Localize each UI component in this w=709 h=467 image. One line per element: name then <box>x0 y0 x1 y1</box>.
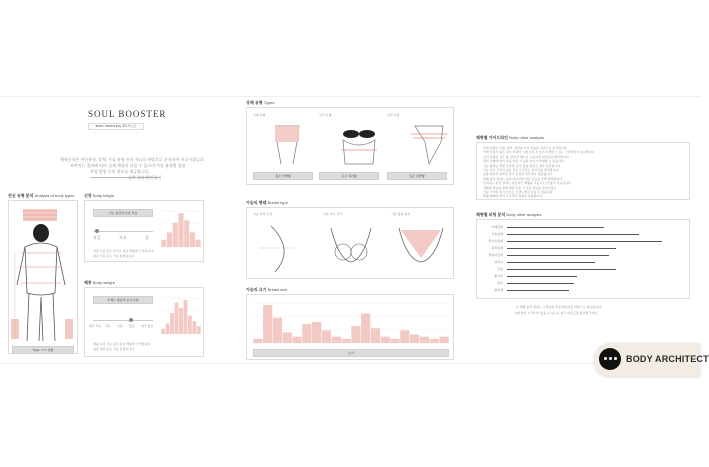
shoulder-panel <box>246 107 454 185</box>
breast-size-panel <box>246 294 454 360</box>
fitting-row-label: 엉덩이둘레 <box>488 253 503 257</box>
weight-result-pill: 무게는 평균치 보다 보통 <box>93 296 153 304</box>
guideline-line: 골반 유형에 따라 하의 착용 시 핏의 차이가 발생할 수 있습니다. <box>483 159 565 164</box>
size-chart-bar <box>312 322 321 343</box>
height-note-1: 실측 기준 값은 한국인 평균 체형에 근거합니다. <box>93 249 154 253</box>
height-chart-bar <box>161 240 166 247</box>
height-result-pill: 키는 평균치 보다 작음 <box>93 209 153 217</box>
height-distribution-chart <box>161 209 201 249</box>
weight-chart-bar <box>188 316 192 334</box>
breast-card-label-1: 가슴 측면 모양 <box>253 212 273 216</box>
badge-label: BODY ARCHITECT <box>626 354 709 364</box>
weight-scale-4: 많음 <box>129 324 135 328</box>
height-chart-bar <box>196 240 201 247</box>
left-column <box>0 97 215 365</box>
weight-scale-5: 매우 많음 <box>141 324 154 328</box>
shoulder-card-label-3: 골반 유형 <box>387 113 400 117</box>
profiling-sheet <box>0 96 700 364</box>
section-shoulder-title: 상체 유형 Types <box>246 100 275 105</box>
fitting-row-bar <box>507 290 569 291</box>
size-chart-bar <box>253 339 262 343</box>
section-breast-shape-title: 가슴의 형태 Breast type <box>246 200 288 205</box>
hip-result-button[interactable]: 넓은 골반형 <box>387 172 447 180</box>
weight-chart-bar <box>179 308 183 334</box>
weight-scale-line <box>93 320 153 321</box>
height-scale-low: 작음 <box>93 235 101 240</box>
body-figure-illustration <box>9 201 77 353</box>
guideline-line: 상체 유형은 어깨, 허리, 골반의 너비 비율을 기준으로 분석합니다. <box>483 146 568 150</box>
guideline-line: 볼륨 위치가 위쪽인 경우 풍성한 실루엣이 연출됩니다. <box>483 172 553 177</box>
size-chart-bar <box>410 335 419 343</box>
intro-line-3: 보정 방법 등의 정보를 제공합니다. <box>90 169 150 174</box>
fitting-row-label: 팔둘레 <box>494 288 503 292</box>
guideline-line: 체형 분석 결과는 실측 데이터와 설문 응답을 함께 반영합니다. <box>483 176 563 181</box>
height-chart-bar <box>190 232 195 247</box>
weight-note-2: 평균 체중 분포 기준 통계입니다. <box>93 347 135 351</box>
size-chart-bar <box>283 332 292 343</box>
weight-scale-2: 적음 <box>105 324 111 328</box>
size-chart-bar <box>293 337 302 343</box>
breast-card-label-2: 가슴 사이 간격 <box>323 212 343 216</box>
fitting-footer-1: 본 체형 분석 결과는 고객님의 측정 데이터를 바탕으로 제공됩니다. <box>516 305 602 309</box>
guideline-line: 허리 유형은 곧은 형, 잘록한 형으로 구분하여 피팅감을 확인합니다. <box>483 154 570 159</box>
size-chart-bar <box>371 328 380 343</box>
height-panel <box>84 200 204 262</box>
fitting-row-bar <box>507 255 609 256</box>
result-link[interactable]: 실측 결과 확인하기 <box>128 175 162 180</box>
weight-chart-bar <box>184 300 188 334</box>
guideline-line: 정확한 피팅을 위해 매장 방문 시 전문 상담을 받아보세요. <box>483 185 558 190</box>
size-chart-bar <box>430 339 439 343</box>
fitting-row-bar <box>507 234 639 235</box>
weight-chart-bar <box>197 326 201 334</box>
weight-panel <box>84 287 204 357</box>
right-column <box>470 97 700 365</box>
chat-bubble-icon <box>599 348 621 370</box>
weight-chart-bar <box>166 324 170 334</box>
height-chart-bar <box>173 223 178 247</box>
fitting-row-bar <box>507 227 604 228</box>
size-chart-bar <box>273 318 282 343</box>
size-chart-bar <box>420 337 429 343</box>
body-architect-badge[interactable] <box>594 343 709 376</box>
fitting-row-label: 어깨둘레 <box>491 225 503 229</box>
size-chart-bar <box>322 330 331 343</box>
fitting-row-label: 허벅지 <box>494 260 503 264</box>
section-body-type-title: 전신 유형 분석 Analysis of body types <box>8 193 75 198</box>
fitting-row-bar <box>507 283 574 284</box>
weight-chart-bar <box>192 321 196 334</box>
guideline-line: 가슴 크기와 컵 사이즈는 브랜드별로 다를 수 있습니다. <box>483 190 554 194</box>
fitting-row-bar <box>507 276 577 277</box>
fitting-row-label: 무릎 <box>497 267 503 271</box>
body-type-result-button[interactable]: Type: ㅇㅇ 유형 <box>12 346 74 354</box>
weight-chart-bar <box>170 313 174 334</box>
height-scale-mid: 보통 <box>119 235 127 240</box>
weight-scale-3: 보통 <box>117 324 123 328</box>
weight-distribution-chart <box>161 296 201 336</box>
size-chart-bar <box>391 339 400 343</box>
height-scale-high: 큼 <box>145 235 149 240</box>
waist-result-button[interactable]: 곧은 허리형 <box>319 172 379 180</box>
section-weight-title: 체중 Body weight <box>84 280 115 285</box>
intro-line-1: 체형분석은 전신유형, 상체, 가슴 유형 등의 자료를 바탕으로 분석하여 이루어집니다. <box>60 157 205 162</box>
guideline-line: 어깨 너비가 넓은 경우 상체가 크게 보일 수 있으며 밸런스 있는 스타일링이 필요합니다. <box>483 150 596 155</box>
section-guideline-title: 체형별 가이드라인 Body other analysis <box>476 135 545 140</box>
fitting-row-label: 밑가슴둘레 <box>488 239 503 243</box>
height-chart-bar <box>184 220 189 247</box>
section-fitting-title: 체형별 피팅 분석 Body other analysis <box>476 212 542 217</box>
guideline-line: 체형 변화에 따라 주기적인 측정을 권장합니다. <box>483 194 544 199</box>
height-scale-line <box>93 231 153 232</box>
weight-scale-1: 매우 적음 <box>89 324 102 328</box>
fitting-row-label: 가슴둘레 <box>491 232 503 236</box>
weight-marker <box>129 318 133 322</box>
breast-shape-panel <box>246 207 454 279</box>
body-type-panel <box>8 200 78 354</box>
fitting-row-label: 발목 <box>497 281 503 285</box>
size-chart-bar <box>263 305 272 343</box>
fitting-footer-2: 실제 착용 시 차이가 있을 수 있으니 참고 자료로만 활용해 주세요. <box>514 311 599 315</box>
middle-column <box>240 97 460 365</box>
shoulder-illustrations <box>253 120 449 168</box>
weight-chart-bar <box>161 329 165 334</box>
size-chart-bar <box>351 326 360 343</box>
profiling-label: BODY PROFILING 체크리스트 <box>88 123 144 130</box>
fitting-row-bar <box>507 248 616 249</box>
size-chart-bar <box>302 324 311 343</box>
fitting-row-bar <box>507 269 616 270</box>
breast-shape-illustrations <box>251 220 451 276</box>
size-chart-bar <box>381 337 390 343</box>
fitting-row-label: 종아리 <box>494 274 503 278</box>
weight-note-1: 체중 측정 기준 값은 평균 체형에 근거합니다. <box>93 342 151 346</box>
section-height-title: 신장 Body height <box>84 193 114 198</box>
guideline-line: 보여지는 분석 결과는 평균적인 체형을 기준으로 한 참고 자료입니다. <box>483 181 572 186</box>
fitting-row-bar <box>507 262 595 263</box>
size-chart-bar <box>361 313 370 343</box>
breast-size-view-button[interactable]: 보기 <box>253 349 449 357</box>
fitting-panel <box>476 219 690 299</box>
section-breast-size-title: 가슴의 크기 Breast size <box>246 287 288 292</box>
height-marker <box>95 229 99 233</box>
shoulder-card-label-2: 허리 유형 <box>319 113 332 117</box>
breast-card-label-3: 가슴 볼륨 위치 <box>391 212 411 216</box>
intro-line-2: 보여지는 결과에 따라 실제 체형과 다를 수 있으며 가슴 유형별 볼륨 <box>70 163 186 168</box>
height-note-2: 평균 신장 분포 기준 통계입니다. <box>93 254 135 258</box>
shoulder-card-label-1: 어깨 유형 <box>253 113 266 117</box>
size-chart-bar <box>342 339 351 343</box>
height-chart-bar <box>178 213 183 247</box>
guideline-panel <box>476 142 690 200</box>
fitting-row-label: 허리둘레 <box>491 246 503 250</box>
brand-logo: SOUL BOOSTER <box>88 109 167 119</box>
size-chart-bar <box>440 337 449 343</box>
guideline-line: 가슴 형태는 측면 모양과 간격, 볼륨 위치로 세부 분류합니다. <box>483 163 561 168</box>
size-chart-bar <box>400 330 409 343</box>
guideline-line: 가슴 사이 간격이 넓은 경우 모아주는 디자인을 추천합니다. <box>483 168 560 172</box>
fitting-row-bar <box>507 241 662 242</box>
breast-size-chart <box>253 301 449 345</box>
weight-chart-bar <box>175 303 179 334</box>
size-chart-bar <box>332 337 341 343</box>
height-chart-bar <box>167 232 172 247</box>
shoulder-result-button[interactable]: 좁은 어깨형 <box>253 172 313 180</box>
